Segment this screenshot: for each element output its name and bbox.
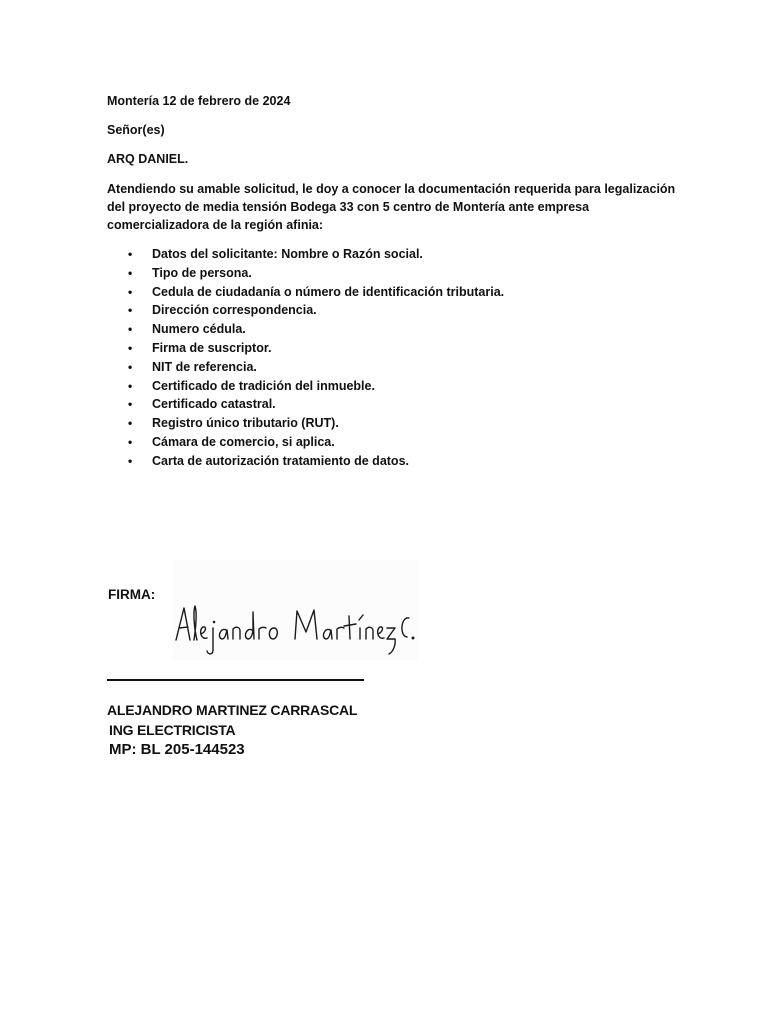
handwritten-signature (173, 560, 418, 660)
list-item (107, 320, 504, 339)
list-item (107, 245, 504, 264)
bullet-icon: • (128, 453, 133, 468)
requirements-list (107, 245, 504, 471)
bullet-icon: • (128, 397, 133, 412)
list-item (107, 452, 504, 471)
list-item-text: Carta de autorización tratamiento de datos. (152, 453, 409, 468)
bullet-icon: • (128, 378, 133, 393)
signer-name: ALEJANDRO MARTINEZ CARRASCAL (107, 702, 358, 718)
list-item (107, 358, 504, 377)
list-item (107, 433, 504, 452)
list-item (107, 283, 504, 302)
signature-line (107, 679, 364, 681)
bullet-icon: • (128, 247, 133, 261)
list-item-text: Certificado de tradición del inmueble. (152, 378, 375, 393)
bullet-icon: • (128, 416, 133, 431)
list-item-text: Cámara de comercio, si aplica. (152, 434, 335, 449)
list-item-text: Registro único tributario (RUT). (152, 416, 339, 431)
bullet-icon: • (128, 359, 133, 374)
list-item (107, 414, 504, 433)
list-item (107, 377, 504, 396)
list-item (107, 301, 504, 320)
list-item-text: Dirección correspondencia. (152, 303, 317, 318)
signature-label: FIRMA: (108, 587, 156, 602)
bullet-icon: • (128, 284, 133, 299)
list-item (107, 264, 504, 283)
signature-image (173, 560, 418, 660)
list-item-text: Datos del solicitante: Nombre o Razón social. (152, 247, 423, 261)
list-item-text: Tipo de persona. (152, 265, 252, 280)
list-item-text: Firma de suscriptor. (152, 340, 272, 355)
body-line: del proyecto de media tensión Bodega 33 con 5 centro de Montería ante empresa (107, 200, 590, 214)
list-item-text: Numero cédula. (152, 322, 246, 337)
list-item (107, 395, 504, 414)
bullet-icon: • (128, 322, 133, 337)
bullet-icon: • (128, 434, 133, 449)
list-item-text: NIT de referencia. (152, 359, 257, 374)
list-item (107, 339, 504, 358)
signer-title: ING ELECTRICISTA (109, 722, 236, 738)
body-line: Atendiendo su amable solicitud, le doy a conocer la documentación requerida para legalización (107, 182, 676, 196)
date-line: Montería 12 de febrero de 2024 (107, 94, 291, 108)
recipient: ARQ DANIEL. (107, 152, 189, 166)
bullet-icon: • (128, 265, 133, 280)
list-item-text: Certificado catastral. (152, 397, 276, 412)
bullet-icon: • (128, 303, 133, 318)
salutation: Señor(es) (107, 123, 165, 137)
bullet-icon: • (128, 340, 133, 355)
list-item-text: Cedula de ciudadanía o número de identificación tributaria. (152, 284, 505, 299)
body-line: comercializadora de la región afinia: (107, 218, 324, 232)
signer-license: MP: BL 205-144523 (109, 741, 245, 758)
